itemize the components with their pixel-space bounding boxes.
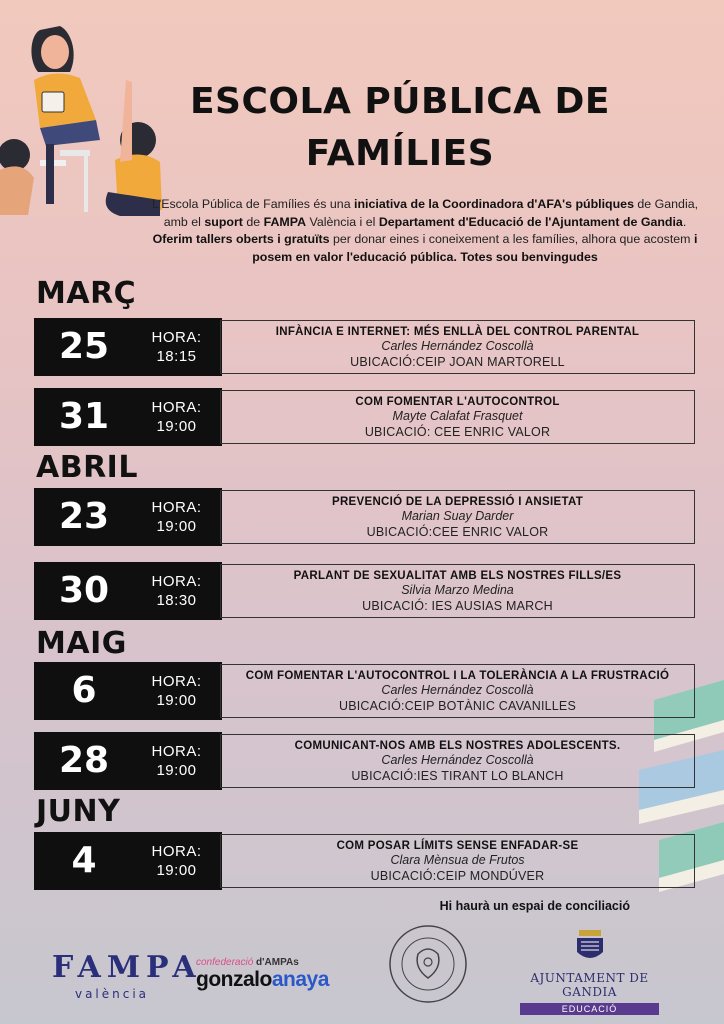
event-speaker: Clara Mènsua de Frutos [390, 853, 525, 867]
event-time: HORA: 19:00 [151, 399, 202, 435]
event-location: UBICACIÓ:CEIP JOAN MARTORELL [350, 355, 565, 369]
event-time: HORA: 19:00 [151, 499, 202, 535]
event-day: 23 [58, 496, 110, 537]
event-location: UBICACIÓ: CEE ENRIC VALOR [364, 425, 551, 439]
event-location: UBICACIÓ:IES TIRANT LO BLANCH [351, 769, 564, 783]
event-row [34, 662, 695, 720]
date-box [34, 662, 222, 720]
event-time: HORA: 19:00 [151, 843, 202, 879]
event-row [34, 732, 695, 790]
event-title: PREVENCIÓ DE LA DEPRESSIÓ I ANSIETAT [331, 496, 584, 508]
event-info [220, 490, 695, 544]
date-box [34, 318, 222, 376]
gonzalo-anaya-logo: confederació d'AMPAs gonzaloanaya [196, 957, 329, 991]
intro-text: L'Escola Pública de Famílies és una iniciativa de la Coordinadora d'AFA's públiques de Gandia, amb el suport de FAMPA València i el Departament d'Educació de l'Ajuntament de Gandia. Oferim tallers oberts i gratuïts per donar eines i coneixement a les famílies, alhora que acostem i posem en valor l'educació pública. Totes sou benvingudes [151, 197, 699, 264]
gandia-crest-icon [573, 928, 607, 964]
event-speaker: Silvia Marzo Medina [401, 583, 514, 597]
event-time: HORA: 18:30 [151, 573, 202, 609]
event-row [34, 318, 695, 376]
event-row [34, 488, 695, 546]
event-info [220, 390, 695, 444]
date-box [34, 832, 222, 890]
event-location: UBICACIÓ:CEIP MONDÚVER [370, 869, 545, 883]
event-info [220, 564, 695, 618]
event-location: UBICACIÓ: IES AUSIAS MARCH [362, 599, 553, 613]
event-day: 4 [71, 840, 97, 881]
event-row [34, 388, 695, 446]
event-speaker: Carles Hernández Coscollà [381, 753, 534, 767]
event-location: UBICACIÓ:CEIP BOTÀNIC CAVANILLES [338, 699, 576, 713]
date-box [34, 488, 222, 546]
event-title: PARLANT DE SEXUALITAT AMB ELS NOSTRES FILLS/ES [293, 570, 622, 582]
event-row [34, 832, 695, 890]
month-heading-juny: JUNY [36, 794, 121, 829]
family-illustration [0, 10, 170, 220]
event-time: HORA: 19:00 [151, 743, 202, 779]
event-info [220, 834, 695, 888]
event-speaker: Carles Hernández Coscollà [381, 339, 534, 353]
event-day: 28 [58, 740, 110, 781]
month-heading-abril: ABRIL [36, 450, 138, 485]
fampa-logo: FAMPA valència [52, 950, 202, 1001]
event-speaker: Carles Hernández Coscollà [381, 683, 534, 697]
date-box [34, 388, 222, 446]
event-info [220, 320, 695, 374]
event-title: COMUNICANT-NOS AMB ELS NOSTRES ADOLESCENTS. [294, 740, 621, 752]
conciliation-note: Hi haurà un espai de conciliació [439, 899, 630, 913]
event-location: UBICACIÓ:CEE ENRIC VALOR [366, 525, 549, 539]
event-day: 30 [58, 570, 110, 611]
ceip-coordinadora-logo [388, 924, 468, 1004]
event-title: COM POSAR LÍMITS SENSE ENFADAR-SE [336, 840, 579, 852]
event-title: COM FOMENTAR L'AUTOCONTROL [355, 396, 560, 408]
month-heading-maig: MAIG [36, 626, 127, 661]
date-box [34, 562, 222, 620]
event-row [34, 562, 695, 620]
event-speaker: Marian Suay Darder [401, 509, 514, 523]
event-time: HORA: 19:00 [151, 673, 202, 709]
event-day: 31 [58, 396, 110, 437]
page-title: ESCOLA PÚBLICA DE FAMÍLIES [189, 81, 611, 174]
event-title: INFÀNCIA E INTERNET: MÉS ENLLÀ DEL CONTROL PARENTAL [275, 326, 640, 338]
event-day: 25 [58, 326, 110, 367]
ajuntament-gandia-logo: AJUNTAMENT DE GANDIA EDUCACIÓ [507, 928, 672, 1008]
event-speaker: Mayte Calafat Frasquet [392, 409, 523, 423]
event-time: HORA: 18:15 [151, 329, 202, 365]
event-day: 6 [71, 670, 97, 711]
month-heading-marc: MARÇ [36, 276, 137, 311]
date-box [34, 732, 222, 790]
event-title: COM FOMENTAR L'AUTOCONTROL I LA TOLERÀNCIA A LA FRUSTRACIÓ [245, 670, 670, 682]
event-info [220, 734, 695, 788]
event-info [220, 664, 695, 718]
